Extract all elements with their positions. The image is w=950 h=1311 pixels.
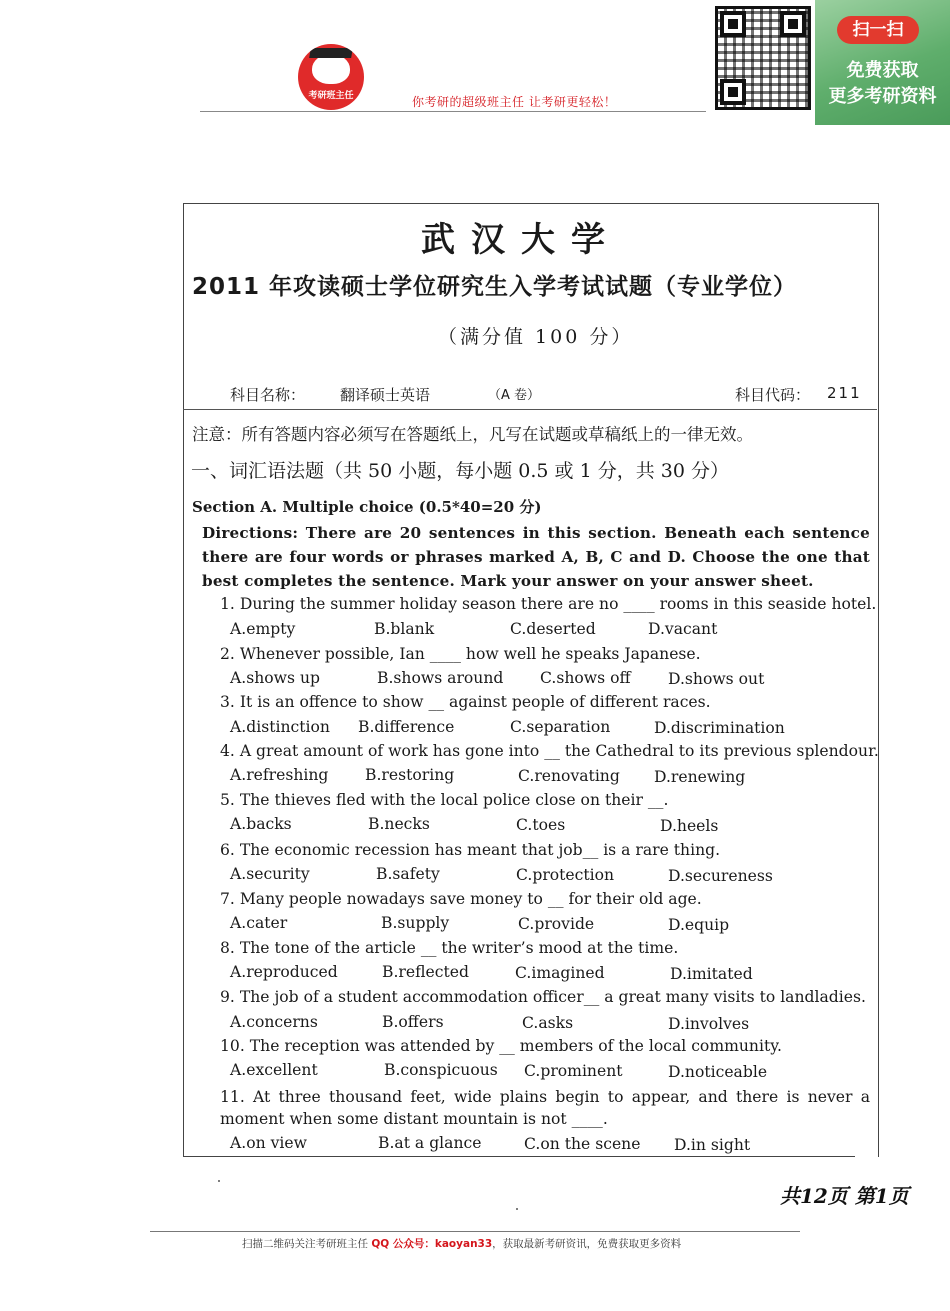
qr-finder-icon [720,79,746,105]
option: D.discrimination [654,719,785,737]
option: D.vacant [648,620,718,638]
option: D.equip [668,916,730,934]
qr-finder-icon [780,11,806,37]
option: C.asks [522,1014,574,1032]
footer-suffix: ，获取最新考研资讯，免费获取更多资料 [492,1238,682,1250]
question-stem: 8. The tone of the article __ the writer’s mood at the time. [220,939,679,957]
subject-label: 科目名称： [230,386,306,404]
option: D.noticeable [668,1063,768,1081]
option: D.renewing [654,768,746,786]
footer-qq-account[interactable]: QQ 公众号：kaoyan33 [371,1238,493,1250]
option: A.reproduced [230,963,338,981]
logo-text: 考研班主任 [308,91,354,101]
scan-speck [516,1208,518,1210]
option: C.separation [510,718,611,736]
question-stem: 11. At three thousand feet, wide plains begin to appear, and there is never a moment when some distant mountain is not ____. [220,1088,870,1128]
option: D.shows out [668,670,765,688]
promo-line-1: 免费获取 [846,60,919,81]
graduation-cap-icon [309,48,353,58]
page-number: 共12页 第1页 [780,1184,909,1208]
footer-divider [150,1231,800,1232]
paper-version: （A 卷） [488,388,541,403]
option: C.prominent [524,1062,623,1080]
option: A.on view [230,1134,307,1152]
footer-prefix: 扫描二维码关注考研班主任 [242,1238,372,1250]
option: C.deserted [510,620,596,638]
option: C.on the scene [524,1135,641,1153]
option: A.refreshing [230,766,329,784]
option: B.at a glance [378,1134,482,1152]
part-heading: 一、词汇语法题（共 50 小题，每小题 0.5 或 1 分，共 30 分） [191,460,729,482]
scan-badge: 扫一扫 [837,16,919,44]
option: B.restoring [365,766,455,784]
header-banner [0,0,950,125]
option: C.imagined [515,964,605,982]
option: A.concerns [230,1013,318,1031]
option: A.shows up [230,669,320,687]
exam-frame-bottom [183,1156,855,1157]
option: D.in sight [674,1136,751,1154]
directions: Directions: There are 20 sentences in this section. Beneath each sentence there are four words or phrases marked A, B, C and D. Choose the one that best completes the sentence. Mark your answer on your answer sheet. [202,524,870,590]
promo-panel[interactable] [815,0,950,125]
promo-line-2: 更多考研资料 [828,86,937,107]
option: A.distinction [230,718,330,736]
option: D.involves [668,1015,750,1033]
qr-finder-icon [720,11,746,37]
question-stem: 6. The economic recession has meant that job__ is a rare thing. [220,841,721,859]
option: A.excellent [230,1061,318,1079]
brand-logo [298,44,364,110]
university-title: 武汉大学 [421,220,621,260]
option: B.blank [374,620,435,638]
option: B.conspicuous [384,1061,498,1079]
option: C.renovating [518,767,620,785]
question-stem: 1. During the summer holiday season there are no ____ rooms in this seaside hotel. [220,595,877,613]
option: B.reflected [382,963,469,981]
option: B.supply [381,914,450,932]
option: D.imitated [670,965,753,983]
banner-divider [200,111,706,112]
exam-title: 2011 年攻读硕士学位研究生入学考试试题（专业学位） [192,274,798,300]
question-stem: 7. Many people nowadays save money to __ for their old age. [220,890,702,908]
logo-face-icon [312,54,350,84]
option: B.safety [376,865,440,883]
subject-code-label: 科目代码： [735,386,811,404]
header-rule [183,409,877,410]
option: B.shows around [377,669,504,687]
option: B.necks [368,815,430,833]
question-stem: 10. The reception was attended by __ members of the local community. [220,1037,782,1055]
option: B.difference [358,718,455,736]
subject-code: 211 [827,384,862,402]
option: C.protection [516,866,615,884]
subject-name: 翻译硕士英语 [340,386,431,404]
question-stem: 9. The job of a student accommodation officer__ a great many visits to landladies. [220,988,866,1006]
option: B.offers [382,1013,444,1031]
question-stem: 4. A great amount of work has gone into __ the Cathedral to its previous splendour. [220,742,879,760]
full-score: （满分值 100 分） [438,326,634,348]
option: C.shows off [540,669,631,687]
option: C.toes [516,816,566,834]
option: A.cater [230,914,288,932]
option: C.provide [518,915,595,933]
option: A.backs [230,815,292,833]
option: A.empty [230,620,296,638]
notice: 注意：所有答题内容必须写在答题纸上，凡写在试题或草稿纸上的一律无效。 [192,425,753,444]
qr-code-icon[interactable] [715,6,811,110]
section-a-heading: Section A. Multiple choice (0.5*40=20 分) [192,498,542,516]
banner-slogan: 你考研的超级班主任 让考研更轻松！ [412,95,617,109]
question-stem: 3. It is an offence to show __ against people of different races. [220,693,711,711]
question-stem: 5. The thieves fled with the local police close on their __. [220,791,669,809]
option: D.secureness [668,867,773,885]
option: A.security [230,865,310,883]
footer [242,1236,681,1251]
scan-speck [218,1180,220,1182]
option: D.heels [660,817,719,835]
question-stem: 2. Whenever possible, Ian ____ how well he speaks Japanese. [220,645,701,663]
